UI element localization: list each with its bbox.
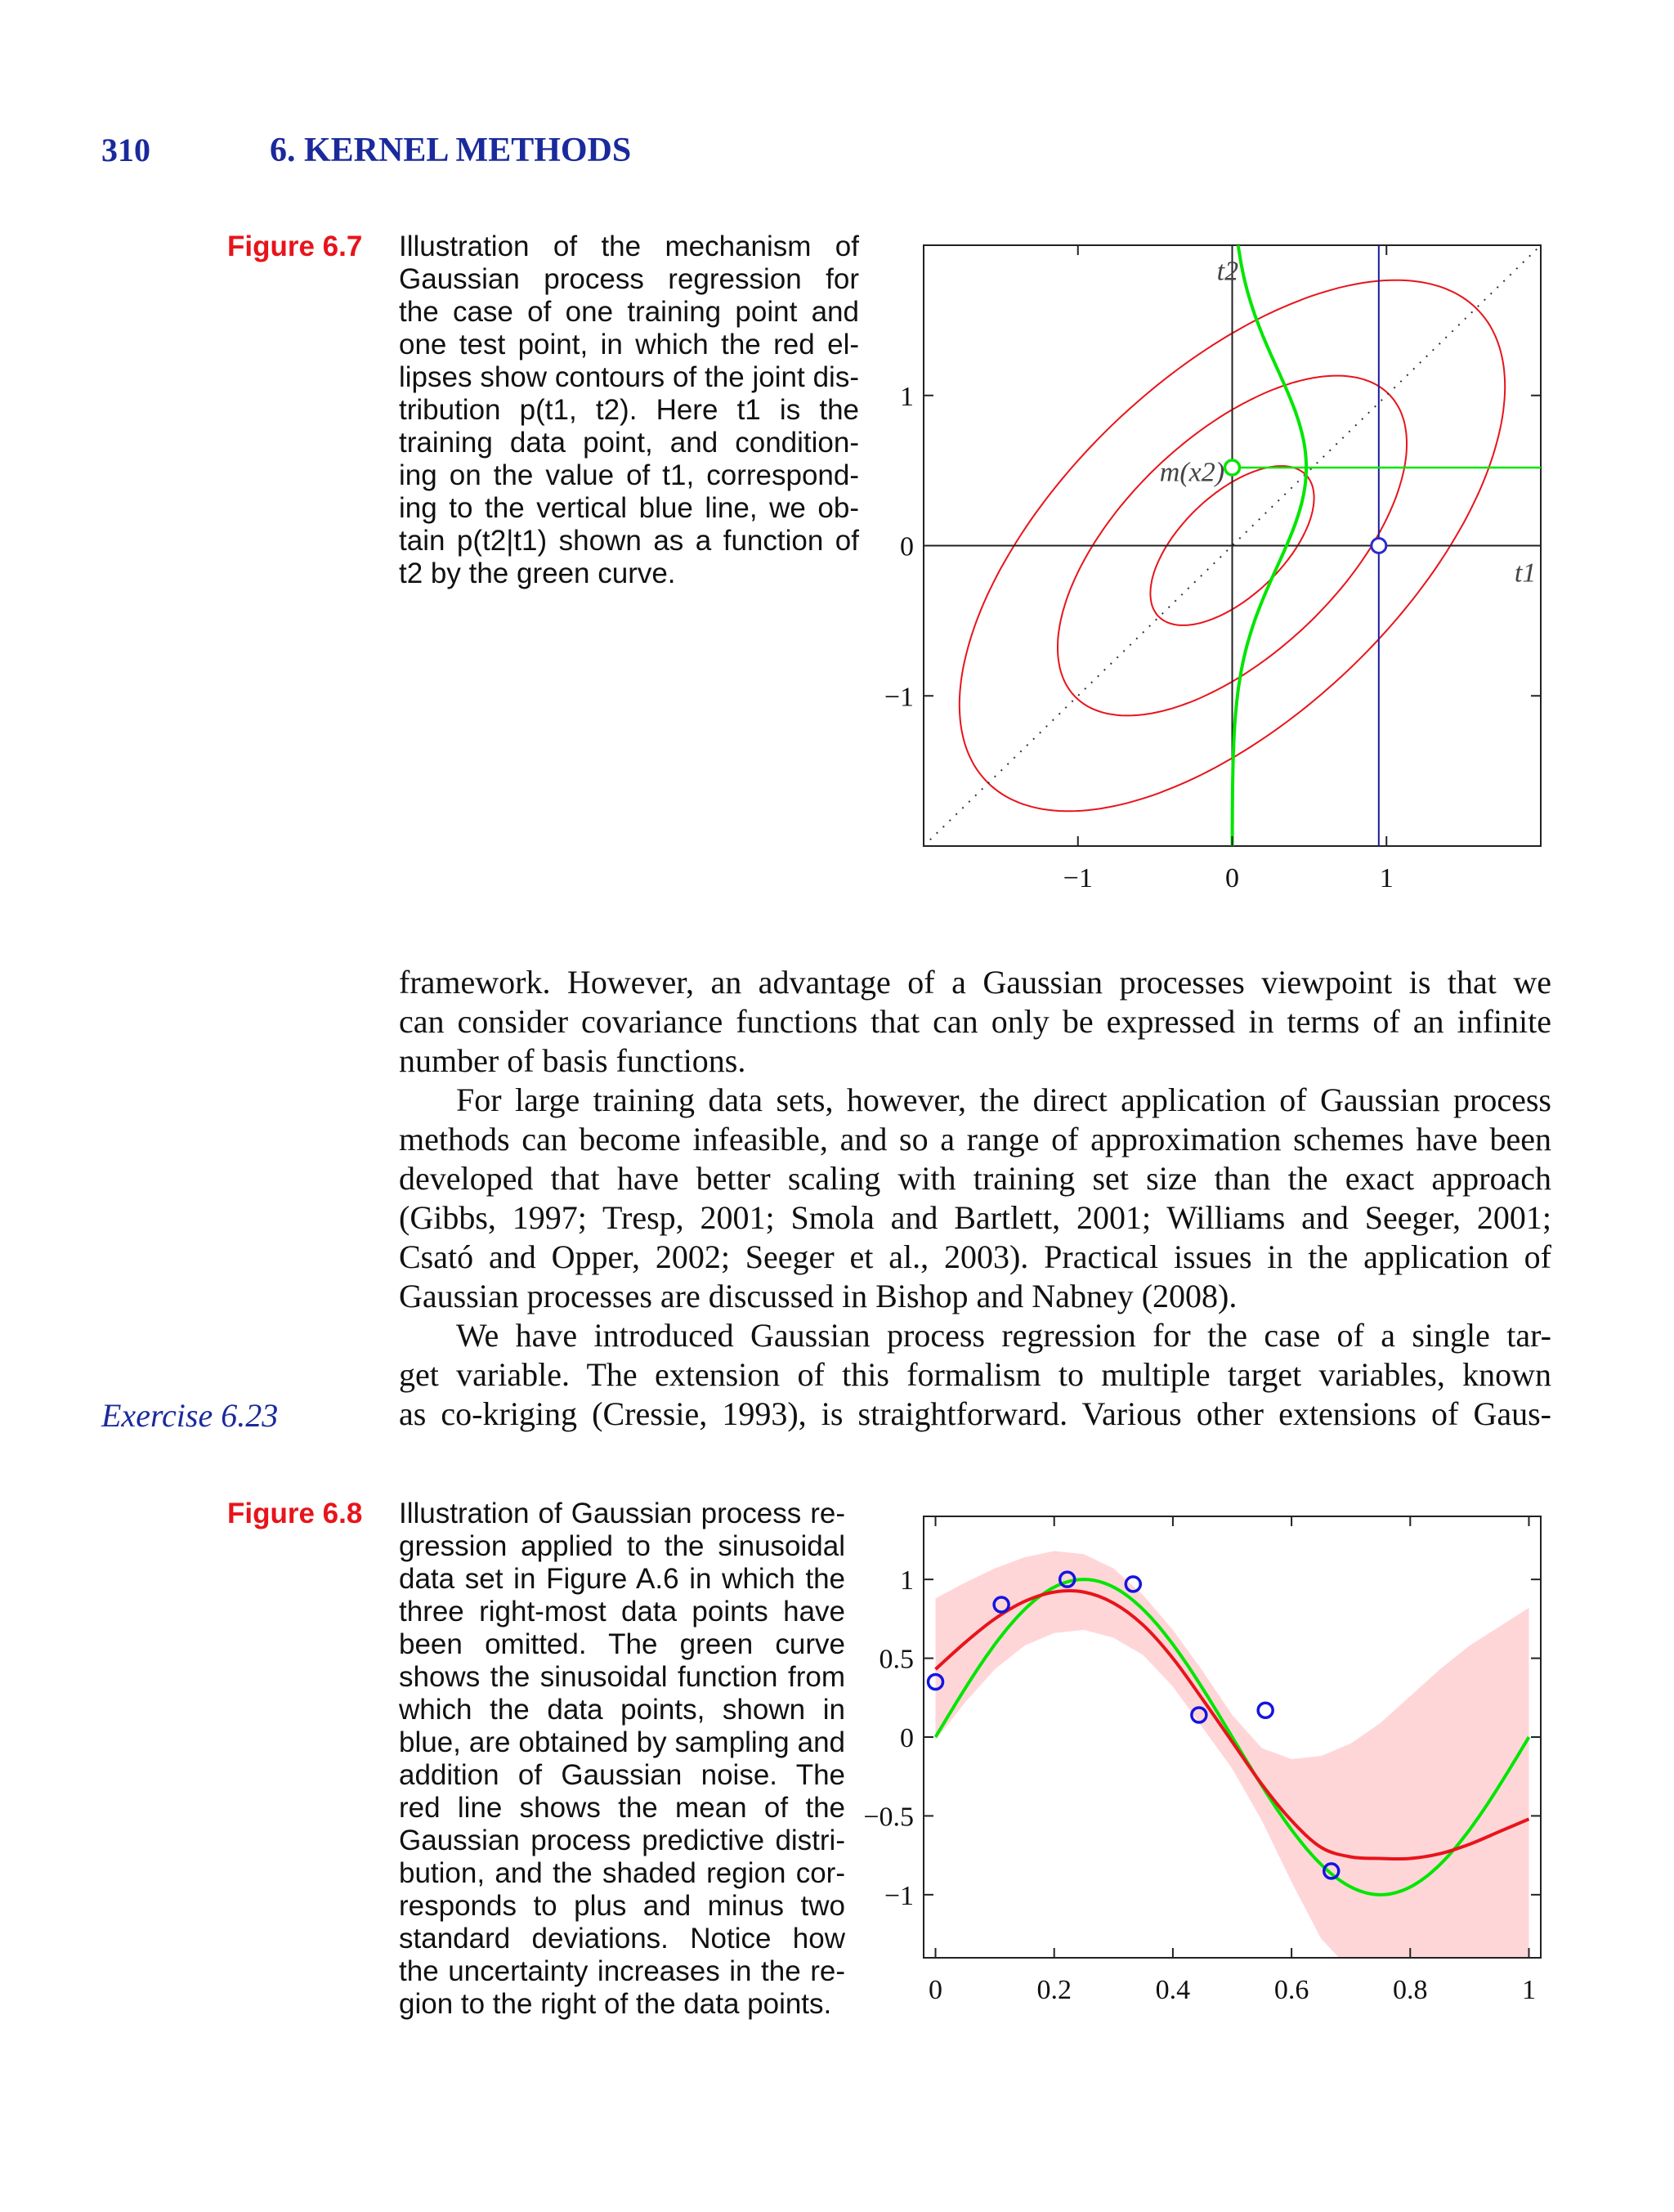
body-line: For large training data sets, however, the direct application of Gaussian process bbox=[456, 1081, 1551, 1118]
body-line: number of basis functions. bbox=[399, 1042, 746, 1079]
y-tick-label: 0 bbox=[900, 1723, 914, 1753]
chapter-title: 6. KERNEL METHODS bbox=[270, 132, 632, 169]
figure-6-7-chart bbox=[858, 233, 1553, 920]
caption-line: training data point, and condition- bbox=[399, 427, 859, 459]
caption-line: lipses show contours of the joint dis- bbox=[399, 361, 859, 393]
caption-line: red line shows the mean of the bbox=[399, 1792, 845, 1824]
y-tick-label: −0.5 bbox=[863, 1802, 914, 1833]
figure-6-8-label: Figure 6.8 bbox=[227, 1498, 363, 1529]
data-point bbox=[1258, 1703, 1273, 1717]
caption-line: which the data points, shown in bbox=[399, 1694, 845, 1726]
body-line: developed that have better scaling with training set size than the exact approach bbox=[399, 1160, 1551, 1197]
body-line: We have introduced Gaussian process regression for the case of a single tar- bbox=[456, 1317, 1551, 1354]
caption-line: ing to the vertical blue line, we ob- bbox=[399, 492, 859, 524]
caption-line: gression applied to the sinusoidal bbox=[399, 1530, 845, 1562]
caption-line: tain p(t2|t1) shown as a function of bbox=[399, 525, 859, 557]
caption-line: the case of one training point and bbox=[399, 296, 859, 328]
figure-6-7-label: Figure 6.7 bbox=[227, 231, 363, 262]
body-line: Gaussian processes are discussed in Bishop and Nabney (2008). bbox=[399, 1278, 1238, 1314]
x-tick-label: 0.4 bbox=[1155, 1975, 1191, 2005]
x-tick-label: 0.8 bbox=[1393, 1975, 1428, 2005]
body-line: as co-kriging (Cressie, 1993), is straightforward. Various other extensions of Gaus- bbox=[399, 1395, 1551, 1432]
body-line: framework. However, an advantage of a Gaussian processes viewpoint is that we bbox=[399, 964, 1551, 1001]
mean-annotation: m(x2) bbox=[1159, 457, 1225, 488]
caption-line: responds to plus and minus two bbox=[399, 1890, 845, 1922]
x-tick-label: 0 bbox=[1225, 863, 1239, 893]
caption-line: data set in Figure A.6 in which the bbox=[399, 1563, 845, 1595]
y-tick-label: 0 bbox=[900, 531, 914, 562]
caption-line: standard deviations. Notice how bbox=[399, 1923, 845, 1955]
caption-line: gion to the right of the data points. bbox=[399, 1988, 832, 2020]
axis-label-t2: t2 bbox=[1216, 256, 1239, 287]
page-number: 310 bbox=[101, 132, 150, 168]
caption-line: addition of Gaussian noise. The bbox=[399, 1759, 845, 1791]
caption-line: shows the sinusoidal function from bbox=[399, 1661, 845, 1693]
body-line: can consider covariance functions that can only be expressed in terms of an infinite bbox=[399, 1003, 1551, 1040]
body-text bbox=[399, 963, 1551, 1434]
uncertainty-band bbox=[936, 1551, 1529, 2011]
x-tick-label: 0 bbox=[929, 1975, 943, 2005]
caption-line: blue, are obtained by sampling and bbox=[399, 1726, 845, 1758]
x-tick-label: 1 bbox=[1521, 1975, 1536, 2005]
axis-label-t1: t1 bbox=[1514, 557, 1537, 589]
caption-line: t2 by the green curve. bbox=[399, 557, 676, 589]
x-tick-label: 0.6 bbox=[1273, 1975, 1309, 2005]
y-tick-label: −1 bbox=[884, 1880, 914, 1911]
exercise-margin-note: Exercise 6.23 bbox=[101, 1397, 279, 1434]
caption-line: Illustration of the mechanism of bbox=[399, 231, 859, 262]
body-line: Csató and Opper, 2002; Seeger et al., 2003). Practical issues in the application of bbox=[399, 1238, 1551, 1275]
test-point-marker bbox=[1225, 460, 1240, 475]
y-tick-label: 0.5 bbox=[879, 1644, 914, 1675]
figure-6-8-chart bbox=[858, 1504, 1553, 2011]
x-tick-label: 0.2 bbox=[1036, 1975, 1072, 2005]
caption-line: Gaussian process regression for bbox=[399, 263, 859, 295]
body-line: get variable. The extension of this formalism to multiple target variables, known bbox=[399, 1356, 1551, 1393]
y-tick-label: 1 bbox=[900, 1565, 914, 1596]
caption-line: Illustration of Gaussian process re- bbox=[399, 1498, 845, 1529]
caption-line: tribution p(t1, t2). Here t1 is the bbox=[399, 394, 859, 426]
body-line: methods can become infeasible, and so a range of approximation schemes have been bbox=[399, 1121, 1551, 1157]
y-tick-label: −1 bbox=[884, 682, 914, 713]
figure-6-8-caption bbox=[399, 1498, 845, 2021]
caption-line: ing on the value of t1, correspond- bbox=[399, 459, 859, 491]
x-tick-label: 1 bbox=[1379, 863, 1394, 893]
caption-line: been omitted. The green curve bbox=[399, 1628, 845, 1660]
training-point-marker bbox=[1372, 539, 1386, 553]
x-tick-label: −1 bbox=[1063, 863, 1093, 893]
y-tick-label: 1 bbox=[900, 381, 914, 412]
caption-line: the uncertainty increases in the re- bbox=[399, 1955, 845, 1987]
figure-6-7-caption bbox=[399, 231, 859, 590]
caption-line: bution, and the shaded region cor- bbox=[399, 1857, 845, 1889]
caption-line: Gaussian process predictive distri- bbox=[399, 1825, 845, 1856]
caption-line: one test point, in which the red el- bbox=[399, 329, 859, 360]
caption-line: three right-most data points have bbox=[399, 1596, 845, 1628]
body-line: (Gibbs, 1997; Tresp, 2001; Smola and Bartlett, 2001; Williams and Seeger, 2001; bbox=[399, 1199, 1551, 1236]
